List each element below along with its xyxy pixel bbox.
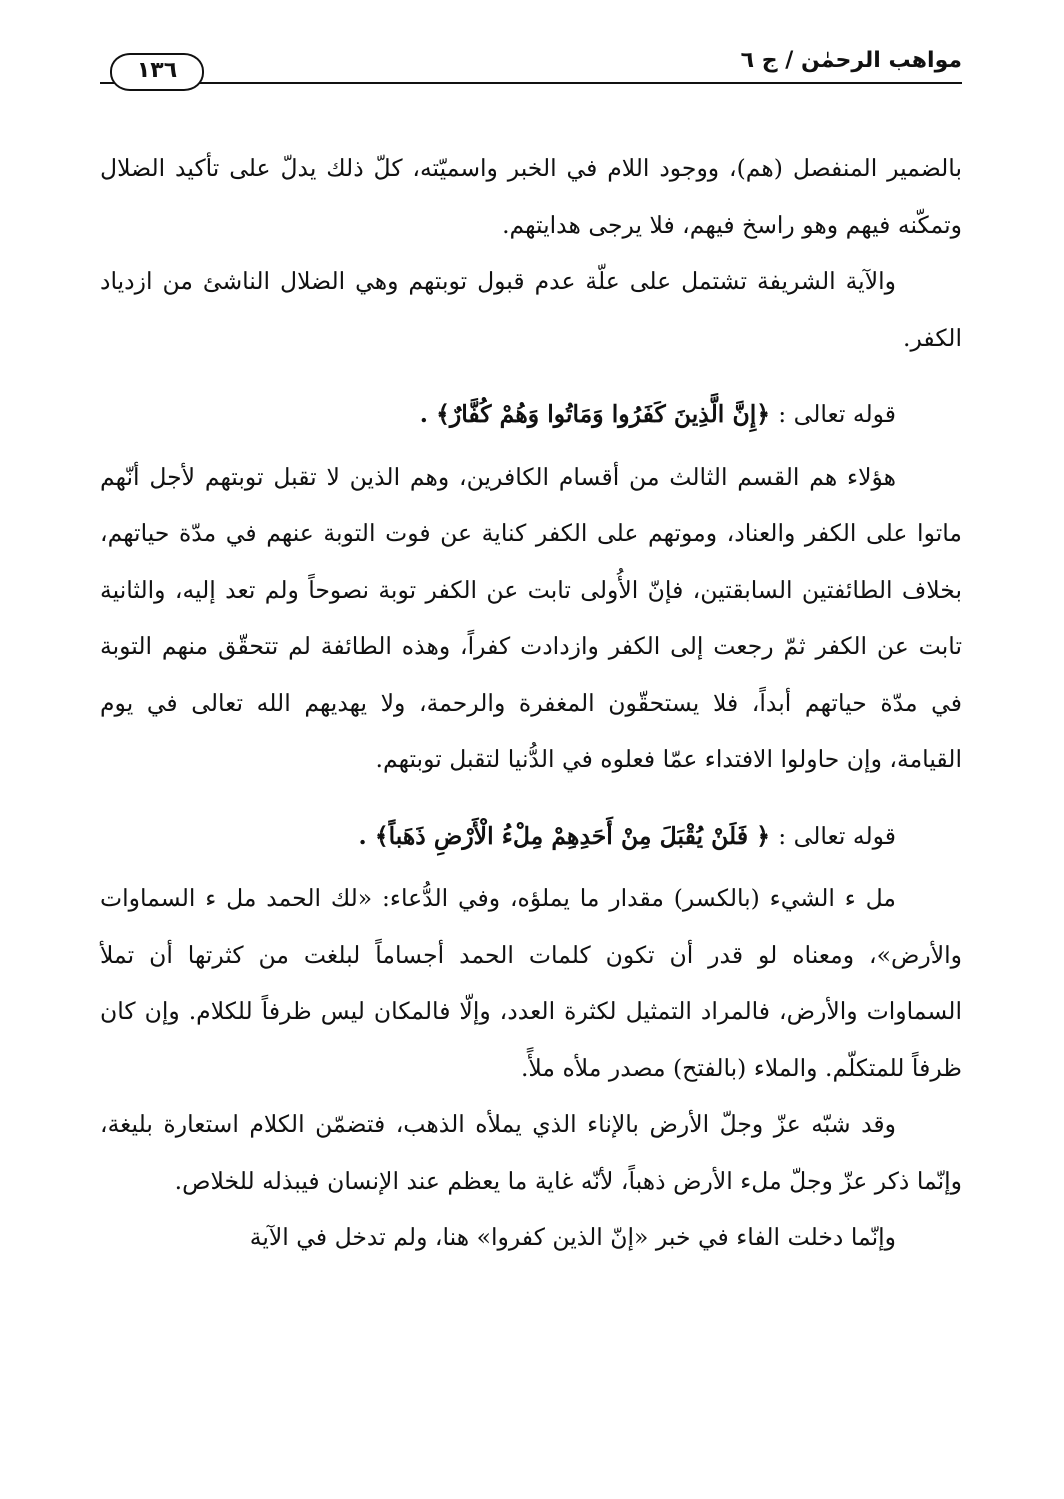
header-rule	[100, 82, 962, 84]
paragraph: هؤلاء هم القسم الثالث من أقسام الكافرين، وهم الذين لا تقبل توبتهم لأجل أنّهم ماتوا على الكفر والعناد، وموتهم على الكفر كناية عن فوت التوبة عنهم في مدّة حياتهم، بخلاف الطائفتين السابقتين، فإنّ الأُولى تابت عن الكفر توبة نصوحاً ولم تعد إليه، والثانية تابت عن الكفر ثمّ رجعت إلى الكفر وازدادت كفراً، وهذه الطائفة لم تتحقّق منهم التوبة في مدّة حياتهم أبداً، فلا يستحقّون المغفرة والرحمة، ولا يهديهم الله تعالى في يوم القيامة، وإن حاولوا الافتداء عمّا فعلوه في الدُّنيا لتقبل توبتهم.	[100, 462, 962, 773]
page-header	[100, 40, 962, 96]
body-text	[100, 140, 962, 1266]
paragraph: والآية الشريفة تشتمل على علّة عدم قبول توبتهم وهي الضلال الناشئ من ازدياد الكفر.	[100, 267, 962, 352]
paragraph-continuation: بالضمير المنفصل (هم)، ووجود اللام في الخبر واسميّته، كلّ ذلك يدلّ على تأكيد الضلال وتمكّنه فيهم وهو راسخ فيهم، فلا يرجى هدايتهم.	[100, 154, 962, 239]
paragraph: مل ء الشيء (بالكسر) مقدار ما يملؤه، وفي الدُّعاء: «لك الحمد مل ء السماوات والأرض»، ومعناه لو قدر أن تكون كلمات الحمد أجساماً لبلغت من كثرتها أن تملأ السماوات والأرض، فالمراد التمثيل لكثرة العدد، وإلّا فالمكان ليس ظرفاً للكلام. وإن كان ظرفاً للمتكلّم. والملاء (بالفتح) مصدر ملأه ملأً.	[100, 884, 962, 1082]
paragraph: وقد شبّه عزّ وجلّ الأرض بالإناء الذي يملأه الذهب، فتضمّن الكلام استعارة بليغة، وإنّما ذكر عزّ وجلّ ملء الأرض ذهباً، لأنّه غاية ما يعظم عند الإنسان فيبذله للخلاص.	[100, 1110, 962, 1195]
paragraph: وإنّما دخلت الفاء في خبر «إنّ الذين كفروا» هنا، ولم تدخل في الآية	[249, 1223, 896, 1251]
quran-verse: ﴿ فَلَنْ يُقْبَلَ مِنْ أَحَدِهِمْ مِلْءُ الْأَرْضِ ذَهَباً﴾ .	[358, 821, 771, 850]
verse-heading	[100, 808, 962, 865]
verse-label: قوله تعالى :	[778, 821, 896, 850]
verse-heading	[100, 386, 962, 443]
verse-label: قوله تعالى :	[778, 400, 896, 428]
quran-verse: ﴿إِنَّ الَّذِينَ كَفَرُوا وَمَاتُوا وَهُمْ كُفَّارٌ﴾ .	[419, 400, 771, 428]
page-number: ١٣٦	[110, 53, 204, 91]
running-title: مواهب الرحمٰن / ج ٦	[740, 48, 962, 73]
